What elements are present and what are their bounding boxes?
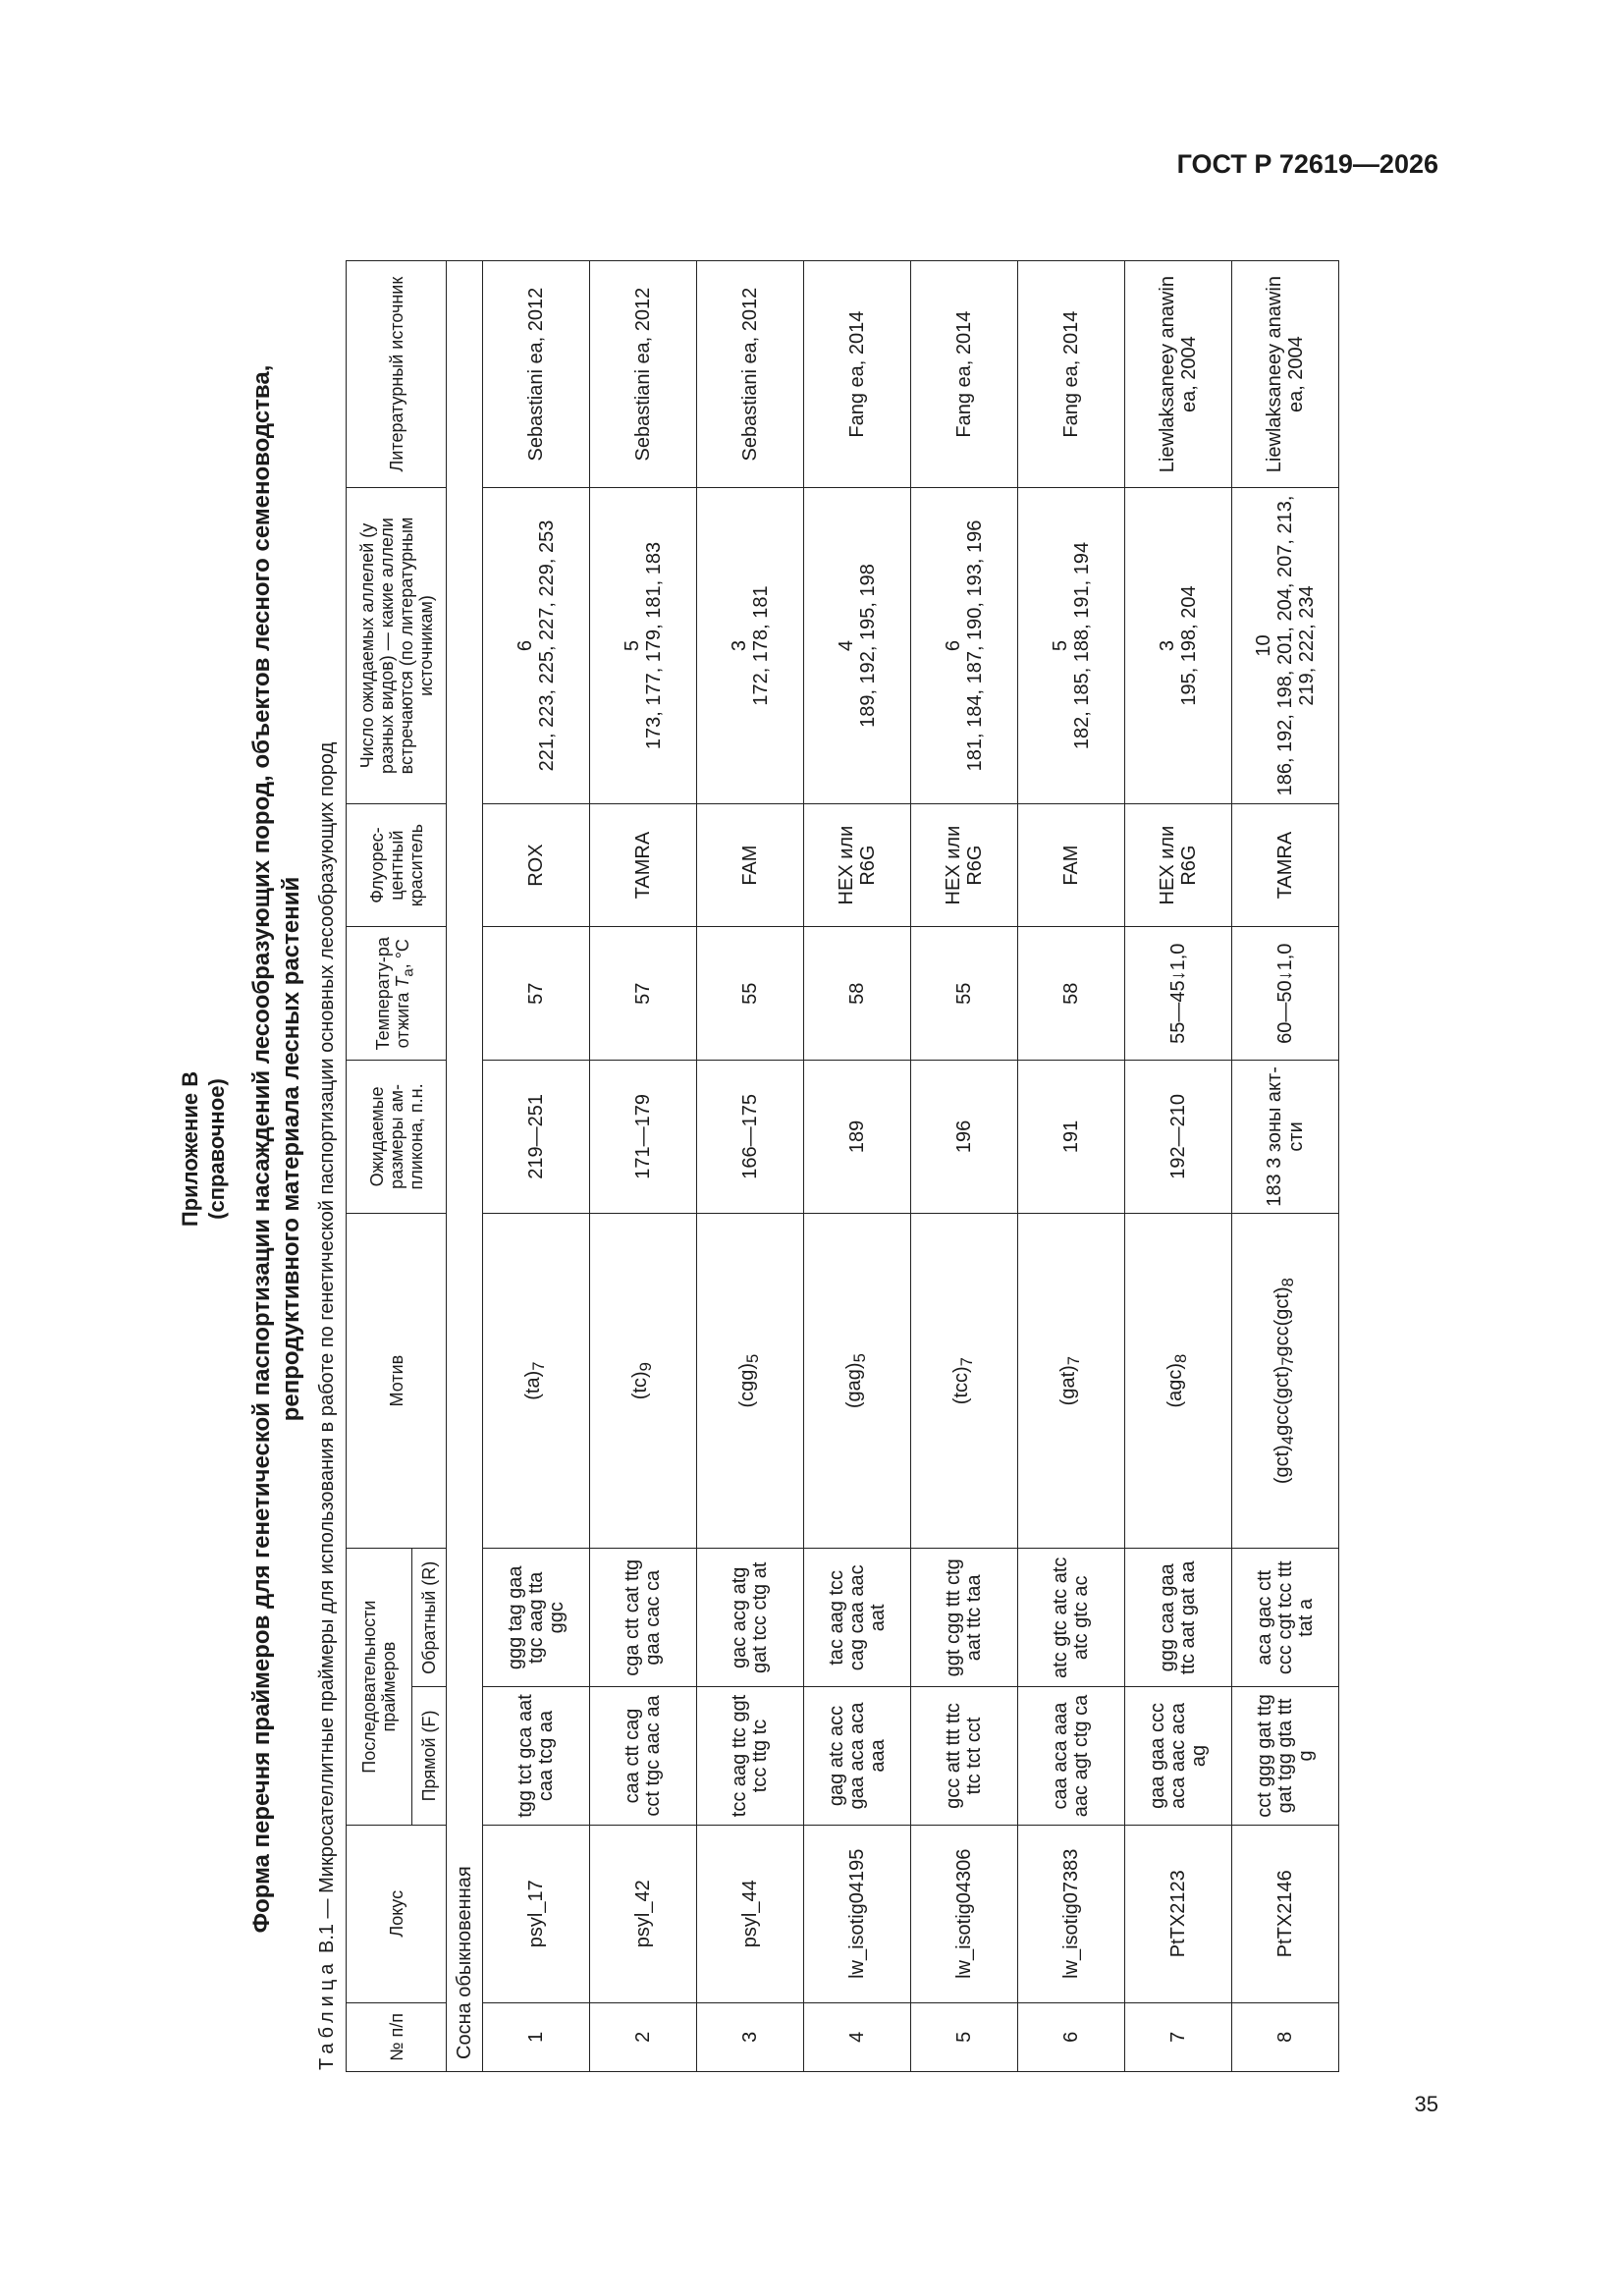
cell-forward: caa aca aaa aac agt ctg ca — [1018, 1687, 1125, 1826]
cell-forward: cct ggg gat ttg gat tgg gta ttt g — [1232, 1687, 1339, 1826]
header-temperature-subscript: a — [400, 968, 417, 977]
cell-source: Fang ea, 2014 — [911, 261, 1018, 488]
alleles-count: 5 — [622, 639, 643, 652]
alleles-list: 181, 184, 187, 190, 193, 196 — [964, 519, 986, 772]
cell-reverse: atc gtc atc atc atc gtc ac — [1018, 1549, 1125, 1687]
cell-source: Liewlaksaneey anawin ea, 2004 — [1125, 261, 1232, 488]
cell-size: 196 — [911, 1061, 1018, 1214]
cell-forward: gag atc acc gaa aca aca aaa — [804, 1687, 911, 1826]
cell-source: Fang ea, 2014 — [1018, 261, 1125, 488]
cell-forward: tcc aag ttc ggt tcc ttg tc — [697, 1687, 804, 1826]
table-row — [804, 261, 911, 2072]
cell-source: Sebastiani ea, 2012 — [590, 261, 697, 488]
cell-num: 3 — [697, 2002, 804, 2071]
header-motif: Мотив — [347, 1213, 447, 1549]
table-row — [911, 261, 1018, 2072]
cell-num: 5 — [911, 2002, 1018, 2071]
cell-temperature: 58 — [804, 927, 911, 1061]
heading-line-1: Форма перечня праймеров для генетической паспортизации насаждений лесообразующих пород, объектов лесного семеноводства, — [248, 364, 275, 1934]
cell-locus: psyl_42 — [590, 1825, 697, 2002]
cell-source: Liewlaksaneey anawin ea, 2004 — [1232, 261, 1339, 488]
document-heading — [247, 226, 306, 2072]
cell-source: Sebastiani ea, 2012 — [697, 261, 804, 488]
header-alleles: Число ожидаемых аллелей (у разных видов) — какие аллели встречаются (по литературным источникам) — [347, 488, 447, 804]
cell-num: 2 — [590, 2002, 697, 2071]
table-caption — [314, 226, 340, 2070]
cell-num: 7 — [1125, 2002, 1232, 2071]
cell-num: 4 — [804, 2002, 911, 2071]
alleles-list: 173, 177, 179, 181, 183 — [643, 541, 665, 750]
alleles-count: 3 — [1157, 639, 1178, 652]
alleles-list: 186, 192, 198, 201, 204, 207, 213, 219, 222, 234 — [1274, 495, 1318, 796]
cell-size: 166—175 — [697, 1061, 804, 1214]
header-temperature — [347, 927, 447, 1061]
cell-forward: gcc att ttt ttc ttc tct cct — [911, 1687, 1018, 1826]
header-dye: Флуорес-центный краситель — [347, 803, 447, 927]
alleles-count: 10 — [1253, 634, 1274, 657]
cell-num: 8 — [1232, 2002, 1339, 2071]
appendix-title — [177, 226, 230, 2072]
cell-temperature: 57 — [483, 927, 590, 1061]
cell-alleles — [1125, 488, 1232, 804]
cell-motif: $(cgg)_5$ — [697, 1213, 804, 1549]
heading-line-2: репродуктивного материала лесных растений — [278, 876, 304, 1422]
header-size: Ожидаемые размеры ам-пликона, п.н. — [347, 1061, 447, 1214]
appendix-type: (справочное) — [204, 1078, 229, 1220]
cell-motif: $(gat)_7$ — [1018, 1213, 1125, 1549]
cell-reverse: cga ctt cat ttg gaa cac ca — [590, 1549, 697, 1687]
cell-temperature: 60—50↓1,0 — [1232, 927, 1339, 1061]
cell-size: 189 — [804, 1061, 911, 1214]
alleles-count: 5 — [1050, 639, 1071, 652]
cell-size: 219—251 — [483, 1061, 590, 1214]
alleles-list: 195, 198, 204 — [1178, 585, 1200, 706]
cell-motif: $(agc)_8$ — [1125, 1213, 1232, 1549]
table-row — [1018, 261, 1125, 2072]
cell-dye: HEX или R6G — [911, 803, 1018, 927]
cell-reverse: ggg tag gaa tgc aag tta ggc — [483, 1549, 590, 1687]
cell-num: 6 — [1018, 2002, 1125, 2071]
cell-dye: HEX или R6G — [804, 803, 911, 927]
cell-forward: caa ctt cag cct tgc aac aa — [590, 1687, 697, 1826]
cell-locus: lw_isotig04195 — [804, 1825, 911, 2002]
cell-dye: HEX или R6G — [1125, 803, 1232, 927]
cell-motif: $(tc)_9$ — [590, 1213, 697, 1549]
cell-motif: $(tcc)_7$ — [911, 1213, 1018, 1549]
page-number: 35 — [1414, 2092, 1438, 2116]
standard-number: ГОСТ Р 72619—2026 — [1176, 149, 1438, 179]
alleles-list: 189, 192, 195, 198 — [857, 564, 879, 728]
cell-dye: TAMRA — [590, 803, 697, 927]
cell-size: 171—179 — [590, 1061, 697, 1214]
cell-alleles — [590, 488, 697, 804]
cell-reverse: gac acg atg gat tcc ctg at — [697, 1549, 804, 1687]
alleles-list: 182, 185, 188, 191, 194 — [1071, 541, 1093, 750]
cell-dye: ROX — [483, 803, 590, 927]
header-forward: Прямой (F) — [412, 1687, 447, 1826]
table-row — [1125, 261, 1232, 2072]
table-row — [590, 261, 697, 2072]
cell-alleles — [804, 488, 911, 804]
cell-temperature: 55—45↓1,0 — [1125, 927, 1232, 1061]
cell-temperature: 57 — [590, 927, 697, 1061]
cell-locus: lw_isotig07383 — [1018, 1825, 1125, 2002]
cell-alleles — [697, 488, 804, 804]
cell-alleles — [1018, 488, 1125, 804]
cell-source: Sebastiani ea, 2012 — [483, 261, 590, 488]
cell-num: 1 — [483, 2002, 590, 2071]
cell-size: 192—210 — [1125, 1061, 1232, 1214]
alleles-count: 6 — [514, 639, 536, 652]
cell-size: 183 3 зоны акт-сти — [1232, 1061, 1339, 1214]
cell-locus: psyl_17 — [483, 1825, 590, 2002]
table-row — [483, 261, 590, 2072]
header-source: Литературный источник — [347, 261, 447, 488]
cell-forward: tgg tct gca aat caa tcg aa — [483, 1687, 590, 1826]
species-group-row: Сосна обыкновенная — [447, 261, 483, 2072]
cell-alleles — [1232, 488, 1339, 804]
header-reverse: Обратный (R) — [412, 1549, 447, 1687]
table-caption-label: Таблица — [316, 1958, 338, 2070]
cell-locus: PtTX2146 — [1232, 1825, 1339, 2002]
table-caption-text: В.1 — Микросателлитные праймеры для использования в работе по генетической паспортизации основных лесообразующих пород — [316, 741, 338, 1954]
cell-alleles — [483, 488, 590, 804]
table-row — [697, 261, 804, 2072]
header-temperature-text: Температу-ра отжига — [373, 937, 413, 1051]
cell-temperature: 55 — [697, 927, 804, 1061]
alleles-list: 172, 178, 181 — [750, 585, 772, 706]
cell-locus: psyl_44 — [697, 1825, 804, 2002]
alleles-list: 221, 223, 225, 227, 229, 253 — [536, 519, 558, 772]
cell-alleles — [911, 488, 1018, 804]
header-temperature-unit: , °С — [393, 939, 413, 969]
cell-source: Fang ea, 2014 — [804, 261, 911, 488]
cell-locus: lw_isotig04306 — [911, 1825, 1018, 2002]
cell-reverse: ggg caa gaa ttc aat gat aa — [1125, 1549, 1232, 1687]
table-row — [1232, 261, 1339, 2072]
cell-reverse: aca gac ctt ccc cgt tcc ttt tat a — [1232, 1549, 1339, 1687]
cell-locus: PtTX2123 — [1125, 1825, 1232, 2002]
cell-dye: FAM — [1018, 803, 1125, 927]
cell-forward: gaa gaa ccc aca aac aca ag — [1125, 1687, 1232, 1826]
primers-table — [346, 260, 1339, 2072]
alleles-count: 4 — [836, 639, 857, 652]
cell-motif: $(gag)_5$ — [804, 1213, 911, 1549]
cell-size: 191 — [1018, 1061, 1125, 1214]
cell-motif: $(ta)_7$ — [483, 1213, 590, 1549]
cell-reverse: ggt cgg ttt ctg aat ttc taa — [911, 1549, 1018, 1687]
cell-temperature: 55 — [911, 927, 1018, 1061]
appendix-label: Приложение В — [178, 1070, 202, 1228]
cell-dye: FAM — [697, 803, 804, 927]
cell-motif: $(gct)_4gcc(gct)_7gcc(gct)_8$ — [1232, 1213, 1339, 1549]
cell-reverse: tac aag tcc cag caa aac aat — [804, 1549, 911, 1687]
header-locus: Локус — [347, 1825, 447, 2002]
rotated-content — [177, 226, 1443, 2072]
alleles-count: 3 — [729, 639, 750, 652]
cell-temperature: 58 — [1018, 927, 1125, 1061]
cell-dye: TAMRA — [1232, 803, 1339, 927]
header-temperature-symbol: T — [393, 976, 413, 988]
header-num: № п/п — [347, 2002, 447, 2071]
alleles-count: 6 — [943, 639, 964, 652]
header-sequence: Последовательности праймеров — [347, 1549, 412, 1825]
